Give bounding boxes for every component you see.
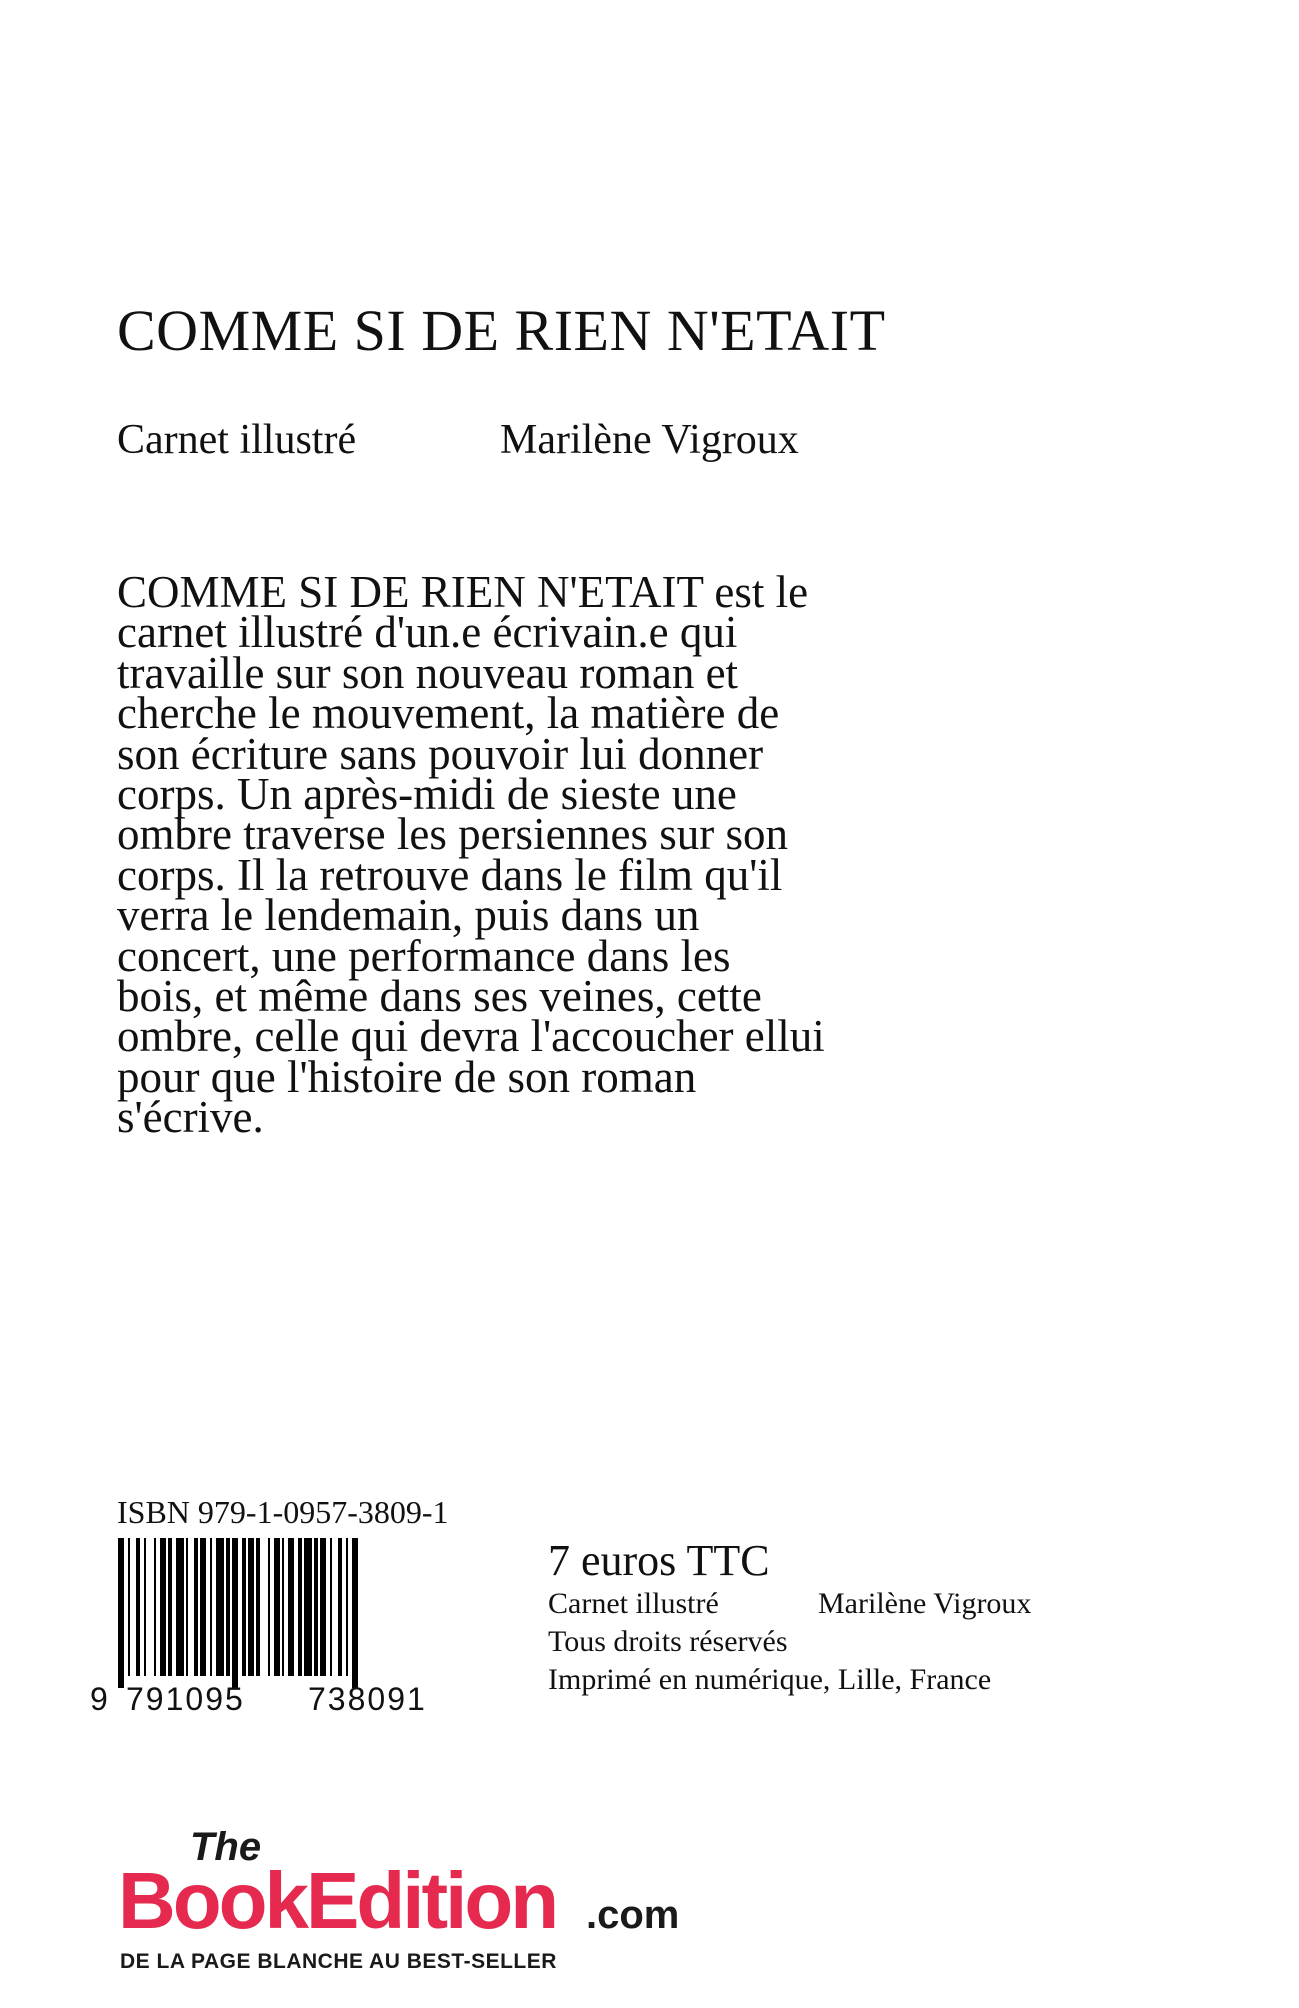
imprint-printing: Imprimé en numérique, Lille, France <box>548 1663 992 1696</box>
barcode-bar <box>346 1538 348 1676</box>
barcode-bar <box>256 1538 260 1676</box>
synopsis-line: ombre traverse les persiennes sur son <box>117 809 789 860</box>
synopsis-line: cherche le mouvement, la matière de <box>117 688 780 739</box>
barcode-bar <box>128 1538 130 1676</box>
imprint-rights: Tous droits réservés <box>548 1625 788 1658</box>
barcode-digits-right: 738091 <box>308 1681 427 1717</box>
barcode-bar <box>282 1538 284 1676</box>
barcode-bar <box>200 1538 206 1676</box>
synopsis-line: corps. Il la retrouve dans le film qu'il <box>117 849 783 900</box>
synopsis-line: son écriture sans pouvoir lui donner <box>117 728 764 779</box>
synopsis-line: s'écrive. <box>117 1092 264 1143</box>
logo-the: The <box>190 1825 262 1869</box>
barcode-bar <box>210 1538 212 1676</box>
barcode-bar <box>288 1538 294 1676</box>
barcode-bar <box>298 1538 302 1676</box>
barcode-bar <box>186 1538 188 1676</box>
bookedition-logo <box>118 1800 718 1990</box>
synopsis <box>117 567 997 1143</box>
synopsis-line: COMME SI DE RIEN N'ETAIT est le <box>117 567 809 617</box>
logo-brand: BookEdition <box>118 1856 557 1945</box>
synopsis-line: corps. Un après-midi de sieste une <box>117 769 737 820</box>
barcode-bar <box>268 1538 270 1676</box>
barcode-bar <box>154 1538 156 1676</box>
barcode-bar <box>194 1538 198 1676</box>
imprint-type: Carnet illustré <box>548 1587 719 1620</box>
barcode-bar <box>274 1538 280 1676</box>
barcode <box>78 1538 488 1718</box>
logo-tagline: DE LA PAGE BLANCHE AU BEST-SELLER <box>120 1950 557 1973</box>
synopsis-line: bois, et même dans ses veines, cette <box>117 971 762 1022</box>
barcode-bar <box>168 1538 172 1676</box>
barcode-bar <box>176 1538 184 1676</box>
barcode-bar <box>144 1538 146 1676</box>
synopsis-line: carnet illustré d'un.e écrivain.e qui <box>117 607 738 658</box>
synopsis-line: travaille sur son nouveau roman et <box>117 647 739 698</box>
synopsis-line: pour que l'histoire de son roman <box>117 1051 697 1102</box>
barcode-bar <box>232 1538 238 1688</box>
book-type: Carnet illustré <box>117 417 357 463</box>
barcode-bar <box>248 1538 254 1676</box>
barcode-bar <box>330 1538 332 1676</box>
barcode-digit-first: 9 <box>90 1681 108 1717</box>
barcode-bar <box>226 1538 230 1676</box>
synopsis-line: concert, une performance dans les <box>117 930 731 981</box>
barcode-bar <box>314 1538 318 1676</box>
imprint-author: Marilène Vigroux <box>818 1587 1032 1620</box>
barcode-bar <box>352 1538 358 1688</box>
barcode-bar <box>118 1538 124 1688</box>
synopsis-line: ombre, celle qui devra l'accoucher ellui <box>117 1011 825 1062</box>
synopsis-line: verra le lendemain, puis dans un <box>117 890 700 941</box>
barcode-bar <box>136 1538 140 1676</box>
book-author: Marilène Vigroux <box>500 417 799 463</box>
barcode-bar <box>160 1538 166 1676</box>
book-title: COMME SI DE RIEN N'ETAIT <box>117 298 886 363</box>
barcode-bar <box>216 1538 224 1676</box>
price: 7 euros TTC <box>548 1536 770 1585</box>
barcode-bar <box>304 1538 312 1676</box>
barcode-bars <box>118 1538 358 1688</box>
barcode-bar <box>320 1538 326 1676</box>
isbn-label: ISBN 979-1-0957-3809-1 <box>117 1494 449 1530</box>
barcode-digits-left: 791095 <box>126 1681 245 1717</box>
logo-domain: .com <box>586 1893 680 1937</box>
barcode-bar <box>242 1538 246 1676</box>
barcode-bar <box>338 1538 342 1676</box>
